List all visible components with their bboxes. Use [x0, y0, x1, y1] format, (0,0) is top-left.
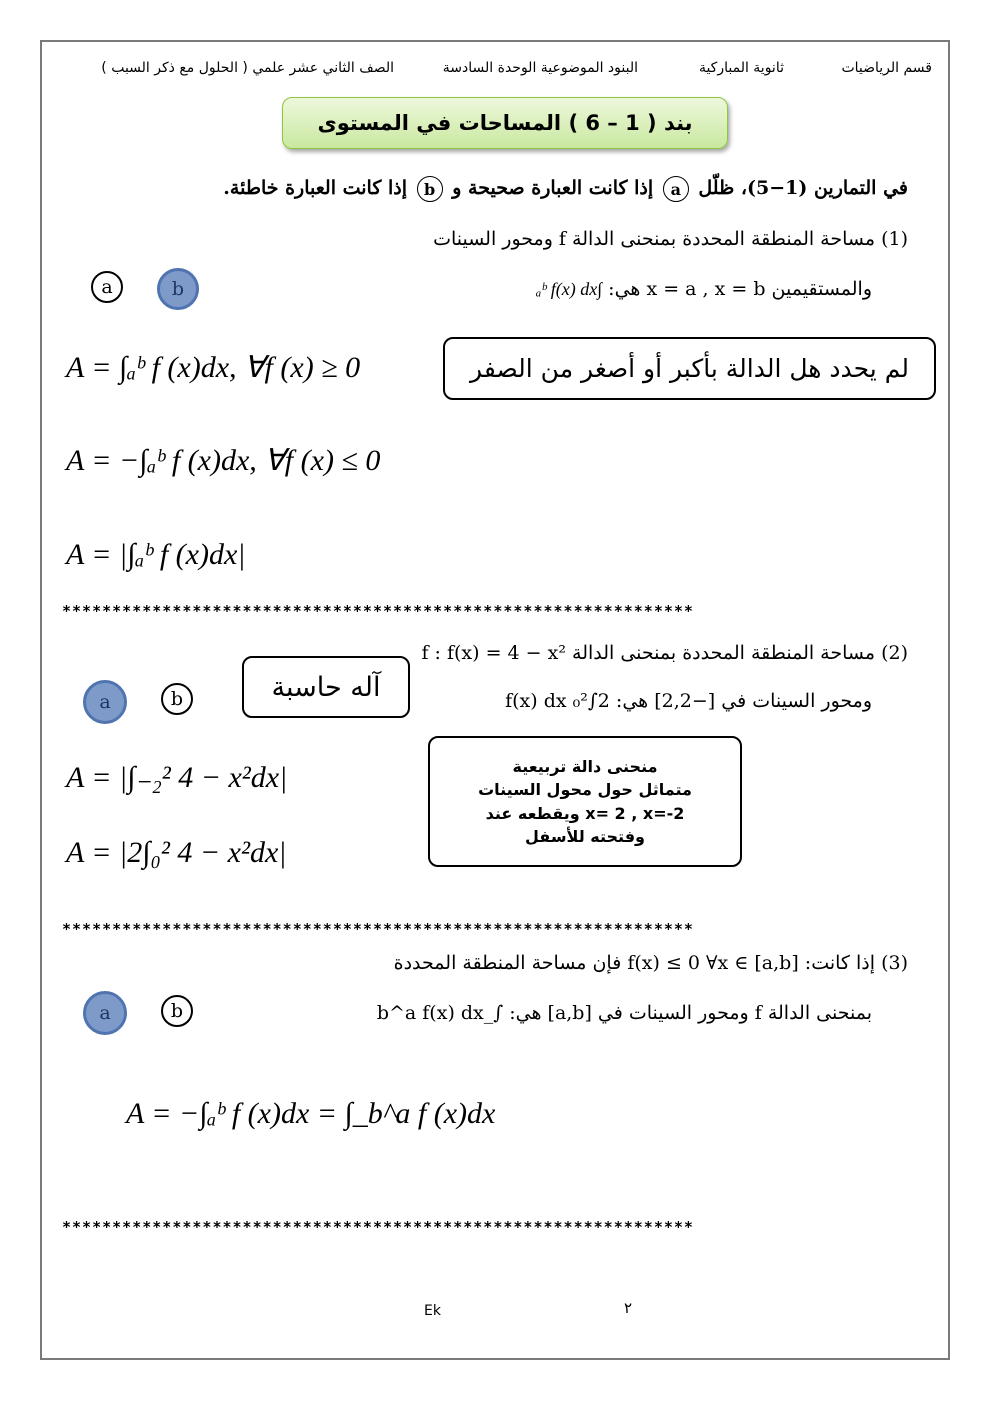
instructions-part1: في التمارين (1−5)، ظلّل [698, 177, 908, 199]
q2-line1: (2) مساحة المنطقة المحددة بمنحنى الدالة f : f(x) = 4 − x² [421, 642, 908, 664]
header-department: قسم الرياضيات [841, 60, 932, 76]
q1-line1: (1) مساحة المنطقة المحددة بمنحنى الدالة f ومحور السينات [433, 228, 908, 250]
q1-option-a[interactable]: a [91, 271, 123, 303]
header-school: ثانوية المباركية [698, 60, 784, 76]
q1-option-b-selected[interactable]: b [157, 268, 199, 310]
q1-line2 [536, 278, 872, 300]
q1-line2-expr: ∫ₐᵇ f(x) dx [536, 279, 603, 299]
q3-line1: (3) إذا كانت: f(x) ≤ 0 ∀x ∈ [a,b] فإن مساحة المنطقة المحددة [393, 952, 908, 974]
q2-reason-line-1: منحنى دالة تربيعية [512, 757, 658, 777]
q2-reason-line-4: وفتحته للأسفل [525, 826, 645, 846]
separator-1: *************************************************************** [62, 602, 694, 620]
q2-calculator-text: آله حاسبة [271, 671, 381, 703]
q1-equation-1: A = ∫ₐᵇ f (x)dx, ∀f (x) ≥ 0 [66, 351, 361, 384]
separator-2: *************************************************************** [62, 920, 694, 938]
q2-reason-line-2: متماثل حول محول السينات [478, 780, 692, 800]
footer-page-number: ٢ [624, 1299, 633, 1317]
q3-line2: بمنحنى الدالة f ومحور السينات في [a,b] هي: ∫_b^a f(x) dx [376, 1002, 872, 1024]
q3-option-b[interactable]: b [161, 995, 193, 1027]
q3-option-a-selected[interactable]: a [83, 991, 127, 1035]
q1-reason-note [443, 337, 936, 400]
q1-equation-3: A = |∫ₐᵇ f (x)dx| [66, 538, 246, 571]
q2-reason-line-3: ويقطعه عند x= 2 , x=-2 [485, 803, 685, 823]
header-grade: الصف الثاني عشر علمي ( الحلول مع ذكر السبب ) [101, 60, 394, 76]
page-title-text: بند ( 1 – 6 ) المساحات في المستوى [317, 111, 693, 135]
instructions-option-b: b [417, 176, 443, 202]
q3-equation-1: A = −∫ₐᵇ f (x)dx = ∫_b^a f (x)dx [126, 1097, 496, 1130]
instructions-option-a: a [663, 176, 689, 202]
q2-option-a-selected[interactable]: a [83, 680, 127, 724]
q2-calculator-note [242, 656, 410, 718]
q1-line2-text: والمستقيمين x = a , x = b هي: [608, 278, 872, 300]
q2-equation-1: A = |∫₋₂² 4 − x²dx| [66, 761, 288, 794]
header-unit: البنود الموضوعية الوحدة السادسة [442, 60, 638, 76]
q2-equation-2: A = |2∫₀² 4 − x²dx| [66, 836, 287, 869]
q2-line2: ومحور السينات في [−2,2] هي: 2∫₀² f(x) dx [505, 690, 872, 712]
q2-reason-note [428, 736, 742, 867]
instructions-part3: إذا كانت العبارة خاطئة. [223, 177, 408, 199]
footer-author: Ek [424, 1303, 441, 1319]
q1-equation-2: A = −∫ₐᵇ f (x)dx, ∀f (x) ≤ 0 [66, 444, 381, 477]
separator-3: *************************************************************** [62, 1218, 694, 1236]
q1-reason-text: لم يحدد هل الدالة بأكبر أو أصغر من الصفر [470, 354, 909, 383]
instructions-part2: إذا كانت العبارة صحيحة و [452, 177, 654, 199]
page-title [282, 97, 728, 149]
instructions [223, 176, 908, 202]
q2-option-b[interactable]: b [161, 683, 193, 715]
